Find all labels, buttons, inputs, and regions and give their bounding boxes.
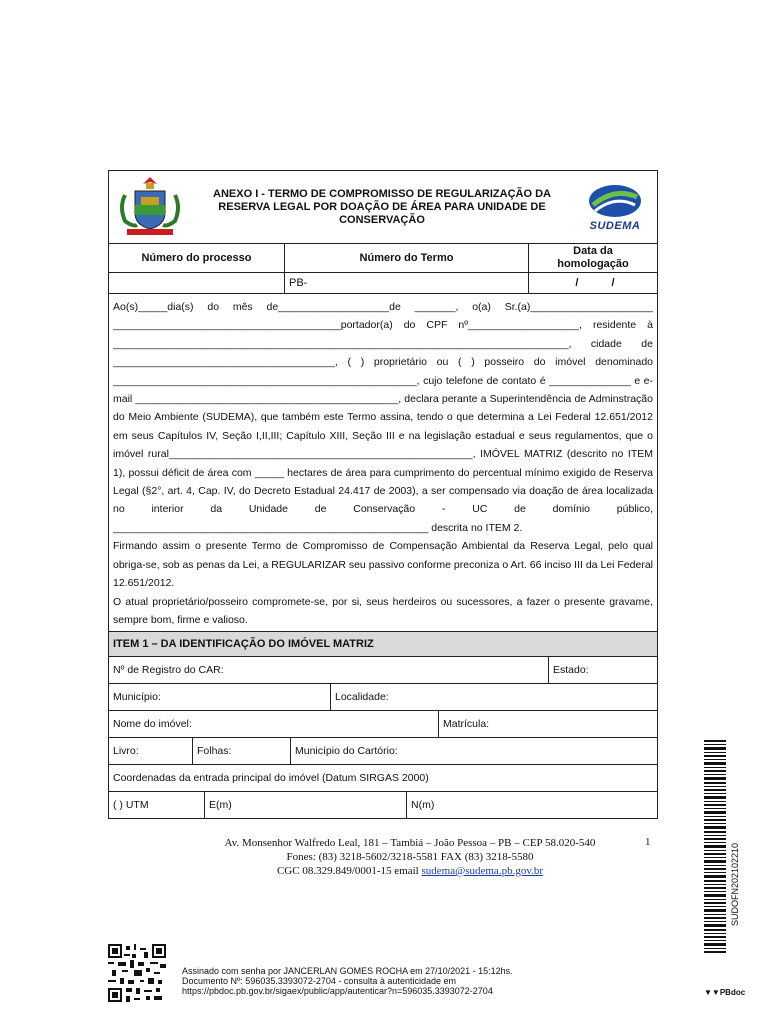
title-line-2: RESERVA LEGAL POR DOAÇÃO DE ÁREA PARA UNIDADE DE: [218, 200, 546, 213]
homologation-date-line-2: homologação: [557, 258, 629, 270]
form-title: [191, 171, 573, 243]
pbdoc-logo: ▼▼PBdoc: [704, 988, 746, 997]
municipality-row: [109, 684, 657, 711]
process-table-values: [109, 273, 657, 294]
form-header: [109, 171, 657, 244]
signature-line-3[interactable]: https://pbdoc.pb.gov.br/sigaex/public/app/autenticar?n=596035.3393072-2704: [182, 986, 493, 996]
book-row: [109, 738, 657, 765]
term-paragraph-3: O atual proprietário/posseiro compromete-se, por si, seus herdeiros ou sucessores, a fazer o presente gravame, sempre bom, firme e valioso.: [113, 595, 653, 626]
coordinates-row: [109, 792, 657, 818]
homologation-date-field[interactable]: / /: [575, 277, 615, 289]
homologation-date-header: [529, 244, 657, 272]
process-number-field[interactable]: [109, 273, 285, 293]
sudema-logo: [573, 171, 657, 243]
footer-cgc: CGC 08.329.849/0001-15 email: [276, 865, 419, 877]
property-name-row: [109, 711, 657, 738]
registration-field[interactable]: Matrícula:: [443, 718, 490, 731]
homologation-date-line-1: Data da: [573, 245, 613, 257]
coordinates-title-row: [109, 765, 657, 792]
signature-line-2: Documento Nº: 596035.3393072-2704 - consulta à autenticidade em: [182, 976, 456, 986]
municipality-field[interactable]: Município:: [109, 684, 331, 710]
footer-cgc-line: [150, 864, 670, 878]
state-crest-logo: [109, 171, 191, 243]
item1-title: ITEM 1 – DA IDENTIFICAÇÃO DO IMÓVEL MATRIZ: [109, 632, 657, 657]
registry-municipality-field[interactable]: Município do Cartório:: [295, 745, 398, 758]
title-line-3: CONSERVAÇÃO: [339, 213, 425, 226]
footer-address: Av. Monsenhor Walfredo Leal, 181 – Tambiá – João Pessoa – PB – CEP 58.020-540: [224, 837, 596, 849]
digital-signature: [182, 966, 513, 996]
term-paragraph-1: Ao(s)_____dia(s) do mês de___________________de _______, o(a) Sr.(a)_____________________ _______________________________________portador(a) do CPF nº___________________, residente à ______________________________________________________________________________, cidade de ______________________________________, ( ) proprietário ou ( ) posseiro do imóvel denominado ____________________________________________________, cujo telefone de contato é ______________ e e-mail _____________________________________________, declara perante a Superintendência de Adminstração do Meio Ambiente (SUDEMA), que também este Termo assina, tendo o que determina a Lei Federal 12.651/2012 em seus Capítulos IV, Seção I,II,III; Capítulo XIII, Seção III e na legislação estadual e seus regulamentos, que o imóvel rural____________________________________________________, IMÓVEL MATRIZ (descrito no ITEM 1), possui déficit de área com _____ hectares de área para cumprimento do percentual mínimo exigido de Reserva Legal (§2°, art. 4, Cap. IV, do Decreto Estadual 24.417 de 2003), a ser compensado via doação de área localizada no interior da Unidade de Conservação - UC de domínio público, ______________________________________________________ descrita no ITEM 2.: [113, 301, 653, 534]
locality-field[interactable]: Localidade:: [335, 691, 389, 704]
signature-line-1: Assinado com senha por JANCERLAN GOMES ROCHA em 27/10/2021 - 15:12hs.: [182, 966, 513, 976]
utm-checkbox[interactable]: ( ) UTM: [109, 792, 205, 818]
process-number-header: Número do processo: [109, 244, 285, 272]
easting-field[interactable]: E(m): [205, 792, 407, 818]
term-number-field[interactable]: PB-: [285, 273, 529, 293]
term-number-header: Número do Termo: [285, 244, 529, 272]
qr-code: [108, 944, 166, 1002]
process-table-header: [109, 244, 657, 273]
footer-phones: Fones: (83) 3218-5602/3218-5581 FAX (83) 3218-5580: [286, 851, 534, 863]
coordinates-label: Coordenadas da entrada principal do imóvel (Datum SIRGAS 2000): [113, 772, 429, 785]
pages-field[interactable]: Folhas:: [193, 738, 291, 764]
document-form: [108, 170, 658, 819]
title-line-1: ANEXO I - TERMO DE COMPROMISSO DE REGULARIZAÇÃO DA: [213, 187, 551, 200]
page-number: 1: [645, 836, 651, 848]
book-field[interactable]: Livro:: [109, 738, 193, 764]
car-registration-field[interactable]: Nº de Registro do CAR:: [109, 657, 549, 683]
term-paragraph-2: Firmando assim o presente Termo de Compromisso de Compensação Ambiental da Reserva Legal, pelo qual obriga-se, sob as penas da Lei, a REGULARIZAR seu passivo conforme preconiza o Art. 66 inciso III da Lei Federal 12.651/2012.: [113, 540, 653, 590]
car-row: [109, 657, 657, 684]
footer-email-link[interactable]: sudema@sudema.pb.gov.br: [421, 865, 544, 877]
property-name-field[interactable]: Nome do imóvel:: [109, 711, 439, 737]
page-footer: [150, 836, 670, 878]
barcode-label: SUDOFN202102210: [730, 842, 740, 926]
northing-field[interactable]: N(m): [411, 799, 435, 812]
sudema-logo-text: SUDEMA: [589, 219, 641, 232]
term-body: [109, 294, 657, 632]
state-field[interactable]: Estado:: [553, 664, 589, 677]
